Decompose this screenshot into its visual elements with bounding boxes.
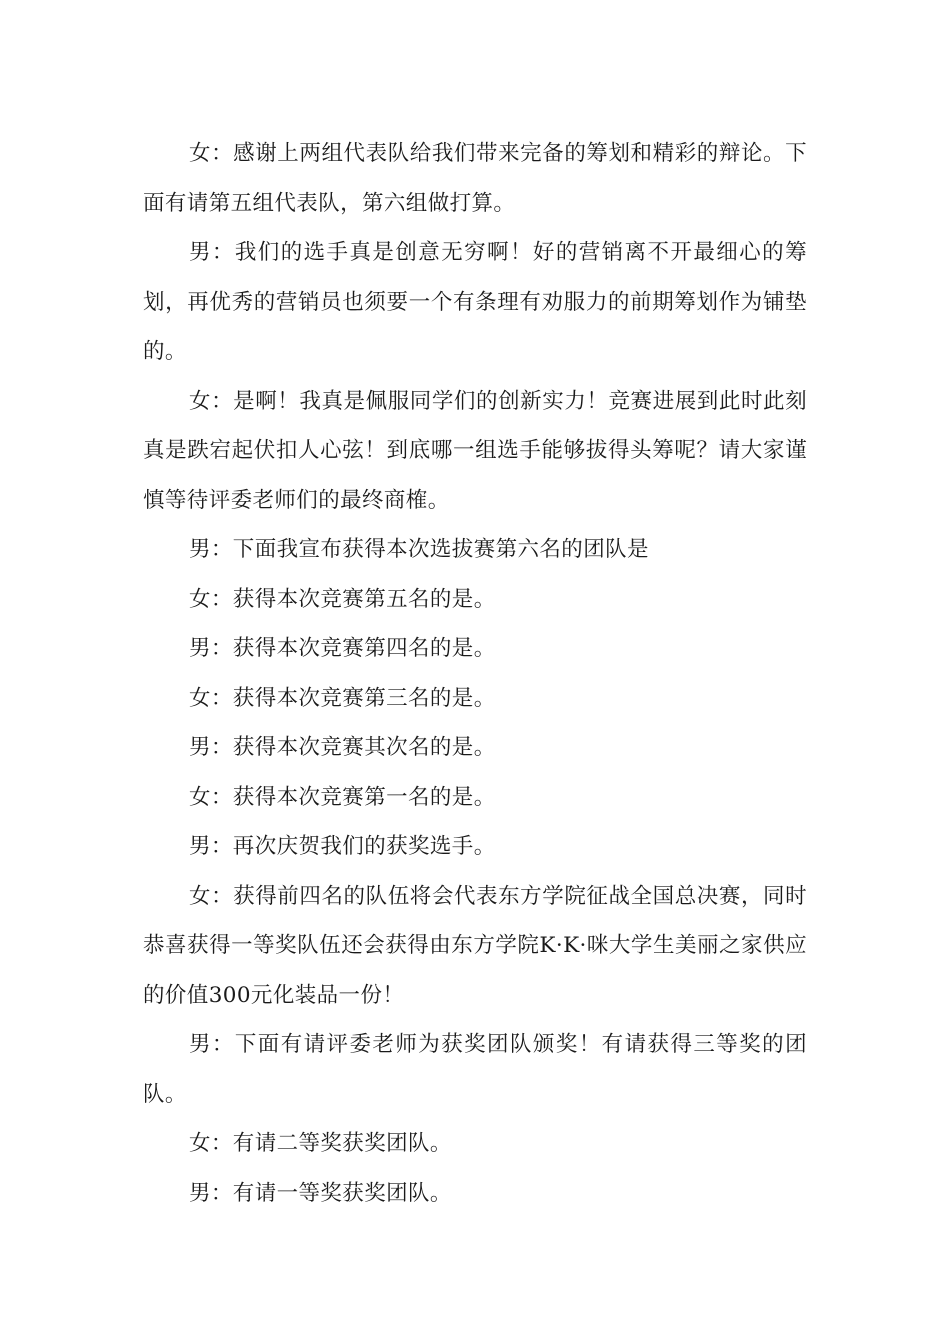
paragraph-13: 女：有请二等奖获奖团队。 [189, 1131, 452, 1156]
paragraph-11: 女：获得前四名的队伍将会代表东方学院征战全国总决赛，同时恭喜获得一等奖队伍还会获得由东方学院K·K·咪大学生美丽之家供应的价值300元化装品一份！ [143, 883, 807, 1008]
paragraph-12: 男：下面有请评委老师为获奖团队颁奖！有请获得三等奖的团队。 [143, 1032, 807, 1107]
document-body [143, 129, 807, 1218]
paragraph-6: 男：获得本次竞赛第四名的是。 [189, 636, 496, 661]
paragraph-9: 女：获得本次竞赛第一名的是。 [189, 784, 496, 810]
paragraph-5: 女：获得本次竞赛第五名的是。 [189, 586, 496, 612]
paragraph-2: 男：我们的选手真是创意无穷啊！好的营销离不开最细心的筹划，再优秀的营销员也须要一个有条理有劝服力的前期筹划作为铺垫的。 [143, 240, 807, 364]
paragraph-4: 男：下面我宣布获得本次选拔赛第六名的团队是 [189, 537, 649, 562]
paragraph-8: 男：获得本次竞赛其次名的是。 [189, 735, 496, 760]
paragraph-7: 女：获得本次竞赛第三名的是。 [189, 685, 496, 711]
paragraph-14: 男：有请一等奖获奖团队。 [189, 1180, 452, 1206]
paragraph-3: 女：是啊！我真是佩服同学们的创新实力！竞赛进展到此时此刻真是跌宕起伏扣人心弦！到底哪一组选手能够拔得头筹呢？请大家谨慎等待评委老师们的最终商榷。 [143, 388, 807, 513]
paragraph-10: 男：再次庆贺我们的获奖选手。 [189, 834, 496, 859]
paragraph-1: 女：感谢上两组代表队给我们带来完备的筹划和精彩的辩论。下面有请第五组代表队，第六组做打算。 [143, 141, 807, 216]
